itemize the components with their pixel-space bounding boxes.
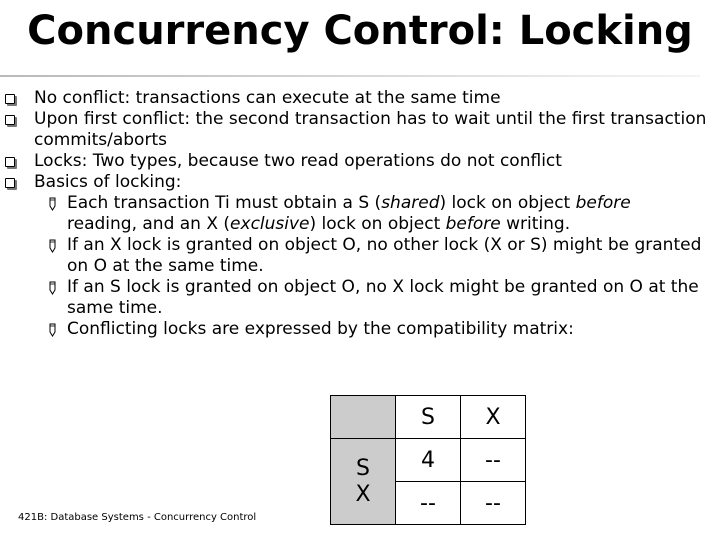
bullet-text: Locks: Two types, because two read operations do not conflict	[34, 151, 562, 171]
slide-footer: 421B: Database Systems - Concurrency Control	[18, 512, 257, 523]
pencil-icon	[48, 323, 58, 337]
slide-title: Concurrency Control: Locking	[27, 8, 693, 54]
matrix-col-header: S	[396, 396, 461, 439]
bullet-item	[0, 109, 720, 151]
matrix-cell: 4	[396, 439, 461, 482]
bullet-text: Upon first conflict: the second transaction has to wait until the first transaction commits/aborts	[34, 109, 707, 150]
matrix-corner-cell	[331, 396, 396, 439]
square-bullet-icon	[5, 157, 15, 167]
sub-bullet-item	[0, 277, 720, 319]
sub-bullet-text: If an S lock is granted on object O, no X lock might be granted on O at the same time.	[67, 277, 699, 318]
square-bullet-icon	[5, 115, 15, 125]
square-bullet-icon	[5, 178, 15, 188]
matrix-cell: --	[461, 439, 526, 482]
slide-content	[0, 88, 720, 340]
matrix-col-header: X	[461, 396, 526, 439]
bullet-text: Basics of locking:	[34, 172, 182, 192]
bullet-item	[0, 151, 720, 172]
sub-bullet-item	[0, 319, 720, 340]
title-divider	[0, 75, 700, 77]
matrix-cell: --	[461, 482, 526, 525]
bullet-item	[0, 88, 720, 109]
bullet-item	[0, 172, 720, 193]
matrix-row-header: S	[356, 455, 370, 481]
matrix-cell: --	[396, 482, 461, 525]
sub-bullet-item	[0, 235, 720, 277]
pencil-icon	[48, 239, 58, 253]
sub-bullet-text: Conflicting locks are expressed by the compatibility matrix:	[67, 319, 574, 339]
square-bullet-icon	[5, 94, 15, 104]
pencil-icon	[48, 197, 58, 211]
matrix-row-header: X	[355, 481, 371, 507]
bullet-text: No conflict: transactions can execute at the same time	[34, 88, 501, 108]
compatibility-matrix	[330, 395, 526, 525]
matrix-row-headers	[331, 439, 396, 525]
sub-bullet-item	[0, 193, 720, 235]
sub-bullet-text: If an X lock is granted on object O, no other lock (X or S) might be granted on O at the same time.	[67, 235, 702, 276]
pencil-icon	[48, 281, 58, 295]
sub-bullet-text: Each transaction Ti must obtain a S (shared) lock on object before reading, and an X (exclusive) lock on object before writing.	[67, 193, 631, 234]
